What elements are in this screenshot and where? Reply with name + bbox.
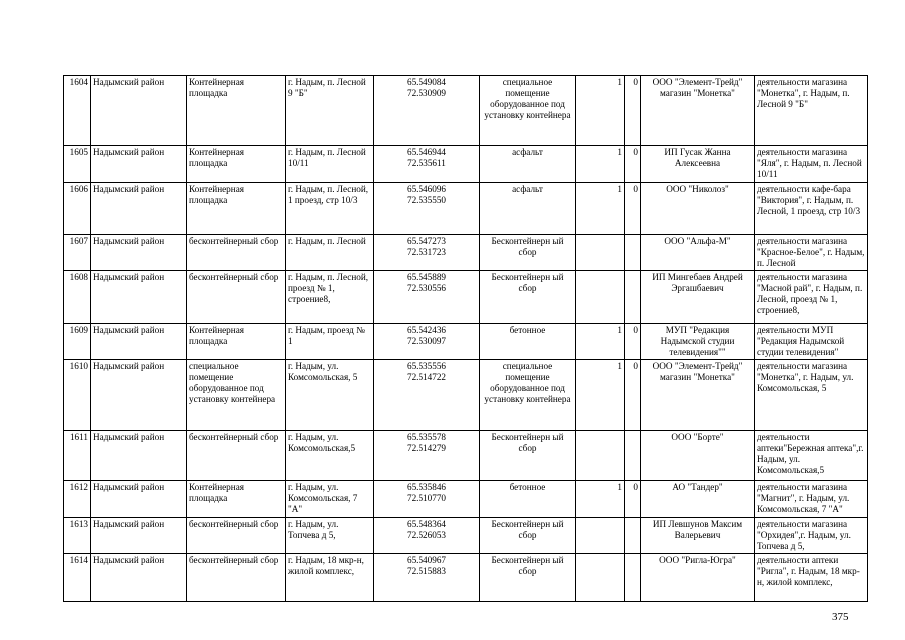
cell-container-volume bbox=[625, 518, 641, 554]
cell-address: г. Надым, ул. Комсомольская, 5 bbox=[286, 360, 374, 431]
cell-activity: деятельности МУП "Редакция Надымской студии телевидения" bbox=[755, 324, 868, 360]
longitude: 72.515883 bbox=[406, 566, 447, 576]
table-row bbox=[64, 324, 868, 360]
cell-id: 1604 bbox=[64, 76, 91, 146]
cell-id: 1607 bbox=[64, 235, 91, 271]
cell-id: 1609 bbox=[64, 324, 91, 360]
cell-coordinates bbox=[374, 324, 480, 360]
cell-id: 1605 bbox=[64, 146, 91, 183]
cell-type: Контейнерная площадка bbox=[187, 481, 286, 518]
cell-surface: Бесконтейнерн ый сбор bbox=[480, 554, 576, 602]
latitude: 65.547273 bbox=[406, 236, 447, 246]
cell-container-count bbox=[576, 554, 625, 602]
cell-container-count: 1 bbox=[576, 481, 625, 518]
cell-surface: бетонное bbox=[480, 481, 576, 518]
longitude: 72.530909 bbox=[406, 88, 447, 98]
longitude: 72.514722 bbox=[406, 372, 447, 382]
cell-container-volume bbox=[625, 235, 641, 271]
cell-organization: МУП "Редакция Надымской студии телевидения"" bbox=[641, 324, 755, 360]
cell-surface: Бесконтейнерн ый сбор bbox=[480, 235, 576, 271]
cell-district: Надымский район bbox=[91, 481, 187, 518]
cell-district: Надымский район bbox=[91, 360, 187, 431]
cell-address: г. Надым, ул. Комсомольская,5 bbox=[286, 431, 374, 481]
cell-activity: деятельности магазина "Красное-Белое", г. Надым, п. Лесной bbox=[755, 235, 868, 271]
longitude: 72.535550 bbox=[406, 195, 447, 205]
cell-activity: деятельности аптеки "Ригла", г. Надым, 18 мкр-н, жилой комплекс, bbox=[755, 554, 868, 602]
table-row bbox=[64, 554, 868, 602]
longitude: 72.531723 bbox=[406, 247, 447, 257]
cell-activity: деятельности кафе-бара "Виктория", г. Надым, п. Лесной, 1 проезд, стр 10/3 bbox=[755, 183, 868, 235]
cell-district: Надымский район bbox=[91, 324, 187, 360]
cell-surface: асфальт bbox=[480, 183, 576, 235]
cell-id: 1606 bbox=[64, 183, 91, 235]
cell-id: 1610 bbox=[64, 360, 91, 431]
cell-type: специальное помещение оборудованное под установку контейнера bbox=[187, 360, 286, 431]
cell-activity: деятельности магазина "Орхидея",г. Надым, ул. Топчева д 5, bbox=[755, 518, 868, 554]
latitude: 65.546944 bbox=[406, 147, 447, 157]
cell-surface: Бесконтейнерн ый сбор bbox=[480, 431, 576, 481]
cell-id: 1612 bbox=[64, 481, 91, 518]
latitude: 65.535846 bbox=[406, 482, 447, 492]
cell-container-volume: 0 bbox=[625, 183, 641, 235]
cell-organization: ООО "Альфа-М" bbox=[641, 235, 755, 271]
latitude: 65.549084 bbox=[406, 77, 447, 87]
cell-container-count: 1 bbox=[576, 146, 625, 183]
waste-sites-table bbox=[63, 75, 868, 602]
table-row bbox=[64, 183, 868, 235]
longitude: 72.535611 bbox=[407, 158, 446, 168]
cell-container-count bbox=[576, 518, 625, 554]
cell-district: Надымский район bbox=[91, 183, 187, 235]
latitude: 65.546096 bbox=[406, 184, 447, 194]
cell-district: Надымский район bbox=[91, 518, 187, 554]
cell-district: Надымский район bbox=[91, 431, 187, 481]
cell-container-volume: 0 bbox=[625, 146, 641, 183]
cell-container-volume bbox=[625, 271, 641, 324]
cell-address: г. Надым, проезд № 1 bbox=[286, 324, 374, 360]
cell-activity: деятельности магазина "Монетка", г. Надым, п. Лесной 9 "Б" bbox=[755, 76, 868, 146]
cell-surface: Бесконтейнерн ый сбор bbox=[480, 271, 576, 324]
cell-address: г. Надым, ул. Топчева д 5, bbox=[286, 518, 374, 554]
cell-coordinates bbox=[374, 76, 480, 146]
latitude: 65.545889 bbox=[406, 272, 447, 282]
table-row bbox=[64, 360, 868, 431]
cell-address: г. Надым, п. Лесной, 1 проезд, стр 10/3 bbox=[286, 183, 374, 235]
cell-organization: ООО "Элемент-Трейд" магазин "Монетка" bbox=[641, 360, 755, 431]
cell-container-count: 1 bbox=[576, 183, 625, 235]
latitude: 65.540967 bbox=[406, 555, 447, 565]
table-row bbox=[64, 146, 868, 183]
longitude: 72.530097 bbox=[406, 336, 447, 346]
table-row bbox=[64, 481, 868, 518]
longitude: 72.510770 bbox=[406, 493, 447, 503]
cell-container-count: 1 bbox=[576, 324, 625, 360]
cell-container-count: 1 bbox=[576, 76, 625, 146]
cell-district: Надымский район bbox=[91, 76, 187, 146]
cell-type: Контейнерная площадка bbox=[187, 76, 286, 146]
cell-address: г. Надым, п. Лесной 10/11 bbox=[286, 146, 374, 183]
table-row bbox=[64, 518, 868, 554]
cell-container-count bbox=[576, 431, 625, 481]
cell-coordinates bbox=[374, 146, 480, 183]
cell-coordinates bbox=[374, 183, 480, 235]
cell-surface: бетонное bbox=[480, 324, 576, 360]
cell-address: г. Надым, ул. Комсомольская, 7 "А" bbox=[286, 481, 374, 518]
cell-organization: ИП Мингебаев Андрей Эргашбаевич bbox=[641, 271, 755, 324]
cell-container-count bbox=[576, 271, 625, 324]
cell-address: г. Надым, 18 мкр-н, жилой комплекс, bbox=[286, 554, 374, 602]
longitude: 72.526053 bbox=[406, 530, 447, 540]
cell-activity: деятельности аптеки"Бережная аптека",г. Надым, ул. Комсомольская,5 bbox=[755, 431, 868, 481]
cell-address: г. Надым, п. Лесной 9 "Б" bbox=[286, 76, 374, 146]
cell-container-volume: 0 bbox=[625, 324, 641, 360]
cell-organization: АО "Тандер" bbox=[641, 481, 755, 518]
cell-organization: ООО "Ригла-Югра" bbox=[641, 554, 755, 602]
cell-type: Контейнерная площадка bbox=[187, 183, 286, 235]
cell-container-volume: 0 bbox=[625, 481, 641, 518]
cell-district: Надымский район bbox=[91, 271, 187, 324]
cell-address: г. Надым, п. Лесной, проезд № 1, строение8, bbox=[286, 271, 374, 324]
cell-activity: деятельности магазина "Масной рай", г. Надым, п. Лесной, проезд № 1, строение8, bbox=[755, 271, 868, 324]
cell-organization: ООО "Борте" bbox=[641, 431, 755, 481]
cell-organization: ООО "Элемент-Трейд" магазин "Монетка" bbox=[641, 76, 755, 146]
cell-type: бесконтейнерный сбор bbox=[187, 554, 286, 602]
cell-coordinates bbox=[374, 554, 480, 602]
cell-container-volume bbox=[625, 554, 641, 602]
cell-coordinates bbox=[374, 518, 480, 554]
latitude: 65.542436 bbox=[406, 325, 447, 335]
cell-coordinates bbox=[374, 481, 480, 518]
cell-district: Надымский район bbox=[91, 554, 187, 602]
table-row bbox=[64, 431, 868, 481]
cell-type: бесконтейнерный сбор bbox=[187, 431, 286, 481]
cell-coordinates bbox=[374, 235, 480, 271]
cell-address: г. Надым, п. Лесной bbox=[286, 235, 374, 271]
cell-type: Контейнерная площадка bbox=[187, 324, 286, 360]
cell-type: бесконтейнерный сбор bbox=[187, 518, 286, 554]
cell-coordinates bbox=[374, 431, 480, 481]
cell-id: 1613 bbox=[64, 518, 91, 554]
cell-container-volume bbox=[625, 431, 641, 481]
cell-type: бесконтейнерный сбор bbox=[187, 271, 286, 324]
cell-type: бесконтейнерный сбор bbox=[187, 235, 286, 271]
cell-coordinates bbox=[374, 271, 480, 324]
latitude: 65.548364 bbox=[406, 519, 447, 529]
cell-container-volume: 0 bbox=[625, 76, 641, 146]
cell-organization: ИП Левшунов Максим Валерьевич bbox=[641, 518, 755, 554]
latitude: 65.535556 bbox=[406, 361, 447, 371]
cell-activity: деятельности магазина "Магнит", г. Надым, ул. Комсомольская, 7 "А" bbox=[755, 481, 868, 518]
longitude: 72.514279 bbox=[406, 443, 447, 453]
cell-organization: ИП Гусак Жанна Алексеевна bbox=[641, 146, 755, 183]
cell-district: Надымский район bbox=[91, 235, 187, 271]
cell-type: Контейнерная площадка bbox=[187, 146, 286, 183]
cell-surface: специальное помещение оборудованное под установку контейнера bbox=[480, 76, 576, 146]
cell-coordinates bbox=[374, 360, 480, 431]
cell-container-count: 1 bbox=[576, 360, 625, 431]
table-row bbox=[64, 271, 868, 324]
cell-district: Надымский район bbox=[91, 146, 187, 183]
cell-id: 1611 bbox=[64, 431, 91, 481]
cell-container-count bbox=[576, 235, 625, 271]
cell-id: 1614 bbox=[64, 554, 91, 602]
cell-organization: ООО "Николоз" bbox=[641, 183, 755, 235]
cell-surface: асфальт bbox=[480, 146, 576, 183]
cell-surface: специальное помещение оборудованное под установку контейнера bbox=[480, 360, 576, 431]
cell-id: 1608 bbox=[64, 271, 91, 324]
longitude: 72.530556 bbox=[406, 283, 447, 293]
cell-activity: деятельности магазина "Яля", г. Надым, п. Лесной 10/11 bbox=[755, 146, 868, 183]
cell-activity: деятельности магазина "Монетка", г. Надым, ул. Комсомольская, 5 bbox=[755, 360, 868, 431]
table-row bbox=[64, 235, 868, 271]
cell-surface: Бесконтейнерн ый сбор bbox=[480, 518, 576, 554]
page-number: 375 bbox=[832, 611, 849, 623]
latitude: 65.535578 bbox=[406, 432, 447, 442]
table-row bbox=[64, 76, 868, 146]
cell-container-volume: 0 bbox=[625, 360, 641, 431]
